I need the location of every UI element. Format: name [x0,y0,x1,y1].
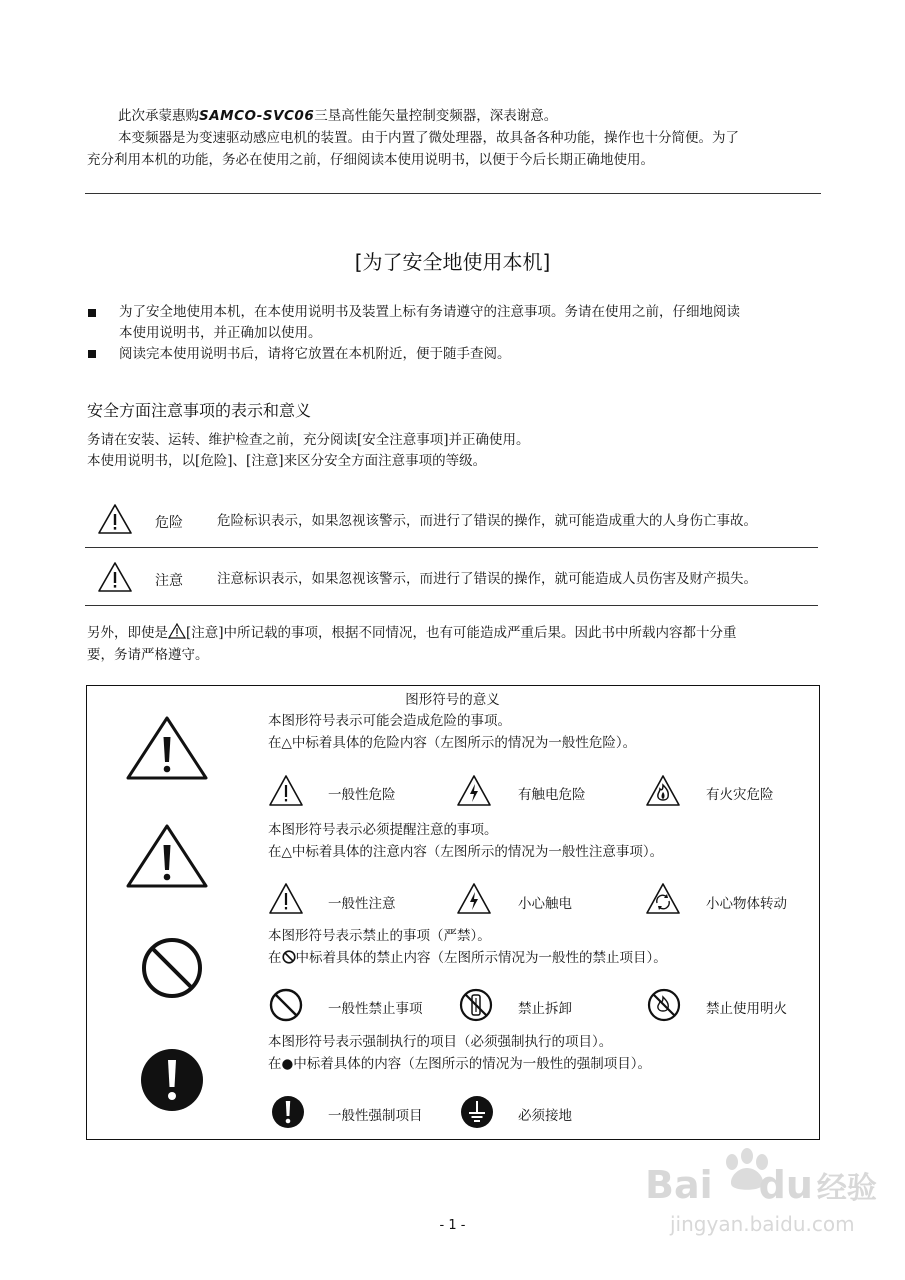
group-3-line-1: 本图形符号表示禁止的事项（严禁）。 [268,928,491,944]
general-danger-icon [268,773,304,809]
divider [85,547,818,548]
no-open-flame-icon [646,987,682,1023]
group-1-line-2: 在△中标着具体的危险内容（左图所示的情况为一般性危险）。 [268,735,637,751]
rotating-object-caution-icon [645,881,681,917]
symbol-label: 一般性强制项目 [328,1108,423,1124]
sub-text-line-2: 本使用说明书，以[危险]、[注意]来区分安全方面注意事项的等级。 [87,453,487,469]
general-prohibition-large-icon [140,936,204,1000]
subheading: 安全方面注意事项的表示和意义 [87,401,312,420]
symbol-label: 禁止拆卸 [518,1001,572,1017]
symbol-label: 有火灾危险 [706,787,774,803]
level-label-caution: 注意 [155,573,183,589]
note-line-2: 要，务请严格遵守。 [87,647,209,663]
symbol-label: 禁止使用明火 [706,1001,787,1017]
watermark-text: 经验 [816,1171,877,1206]
inline-prohibition-icon [282,950,296,964]
general-caution-large-icon [125,823,209,889]
intro-text: 此次承蒙惠购 [118,108,199,124]
group-3-text: 中标着具体的禁止内容（左图所示情况为一般性的禁止项目）。 [295,950,667,966]
fire-danger-icon [645,773,681,809]
symbol-label: 小心触电 [518,896,572,912]
grounding-required-icon [459,1094,495,1130]
level-desc-caution: 注意标识表示，如果忽视该警示，而进行了错误的操作，就可能造成人员伤害及财产损失。 [217,571,757,587]
no-disassembly-icon [458,987,494,1023]
electric-shock-danger-icon [456,773,492,809]
symbol-label: 一般性危险 [328,787,396,803]
group-1-line-1: 本图形符号表示可能会造成危险的事项。 [268,713,511,729]
symbol-label: 小心物体转动 [706,896,787,912]
intro-line-1 [118,106,557,127]
group-4-line-1: 本图形符号表示强制执行的项目（必须强制执行的项目）。 [268,1034,613,1050]
bullet-square-icon [88,350,96,358]
sub-text-line-1: 务请在安装、运转、维护检查之前，充分阅读[安全注意事项]并正确使用。 [87,432,530,448]
level-label-danger: 危险 [155,515,183,531]
symbol-label: 必须接地 [518,1108,572,1124]
brand-logo-text: SAMCO-SVC06 [199,108,315,124]
bullet-2-line-1: 阅读完本使用说明书后，请将它放置在本机附近，便于随手查阅。 [119,346,511,362]
general-caution-icon [268,881,304,917]
symbols-box-title: 图形符号的意义 [405,692,500,708]
intro-text: 三垦高性能矢量控制变频器，深表谢意。 [314,108,558,124]
electric-shock-caution-icon [456,881,492,917]
general-mandatory-icon [270,1094,306,1130]
watermark-text: Bai [645,1163,713,1207]
warning-triangle-icon [97,561,133,593]
inline-warning-icon [168,623,186,639]
group-4-line-2: 在●中标着具体的内容（左图所示的情况为一般性的强制项目）。 [268,1056,652,1072]
group-3-line-2 [268,948,667,969]
bullet-square-icon [88,309,96,317]
intro-line-3: 充分利用本机的功能，务必在使用之前，仔细阅读本使用说明书，以便于今后长期正确地使用。 [87,152,654,168]
note-line-1 [87,623,737,644]
divider [85,193,821,194]
general-prohibition-icon [268,987,304,1023]
warning-triangle-icon [97,503,133,535]
intro-line-2: 本变频器是为变速驱动感应电机的装置。由于内置了微处理器，故具备各种功能，操作也十分简便。为了 [118,130,739,146]
symbol-label: 一般性注意 [328,896,396,912]
divider [85,605,818,606]
baidu-watermark-url: jingyan.baidu.com [670,1212,855,1236]
level-desc-danger: 危险标识表示，如果忽视该警示，而进行了错误的操作，就可能造成重大的人身伤亡事故。 [217,513,757,529]
baidu-watermark-logo [645,1163,877,1207]
page-number: - 1 - [439,1218,466,1233]
group-2-line-1: 本图形符号表示必须提醒注意的事项。 [268,822,498,838]
note-text: [注意]中所记载的事项，根据不同情况，也有可能造成严重后果。因此书中所载内容都十分重 [186,625,737,641]
bullet-1-line-1: 为了安全地使用本机，在本使用说明书及装置上标有务请遵守的注意事项。务请在使用之前，仔细地阅读 [119,304,740,320]
group-2-line-2: 在△中标着具体的注意内容（左图所示的情况为一般性注意事项）。 [268,844,664,860]
general-mandatory-large-icon [139,1047,205,1113]
symbol-label: 有触电危险 [518,787,586,803]
note-text: 另外，即使是 [87,625,168,641]
group-3-text: 在 [268,950,282,966]
section-title: [为了安全地使用本机] [354,250,551,274]
watermark-text: du [758,1163,813,1207]
bullet-1-line-2: 本使用说明书，并正确加以使用。 [119,325,322,341]
general-danger-large-icon [125,715,209,781]
symbol-label: 一般性禁止事项 [328,1001,423,1017]
